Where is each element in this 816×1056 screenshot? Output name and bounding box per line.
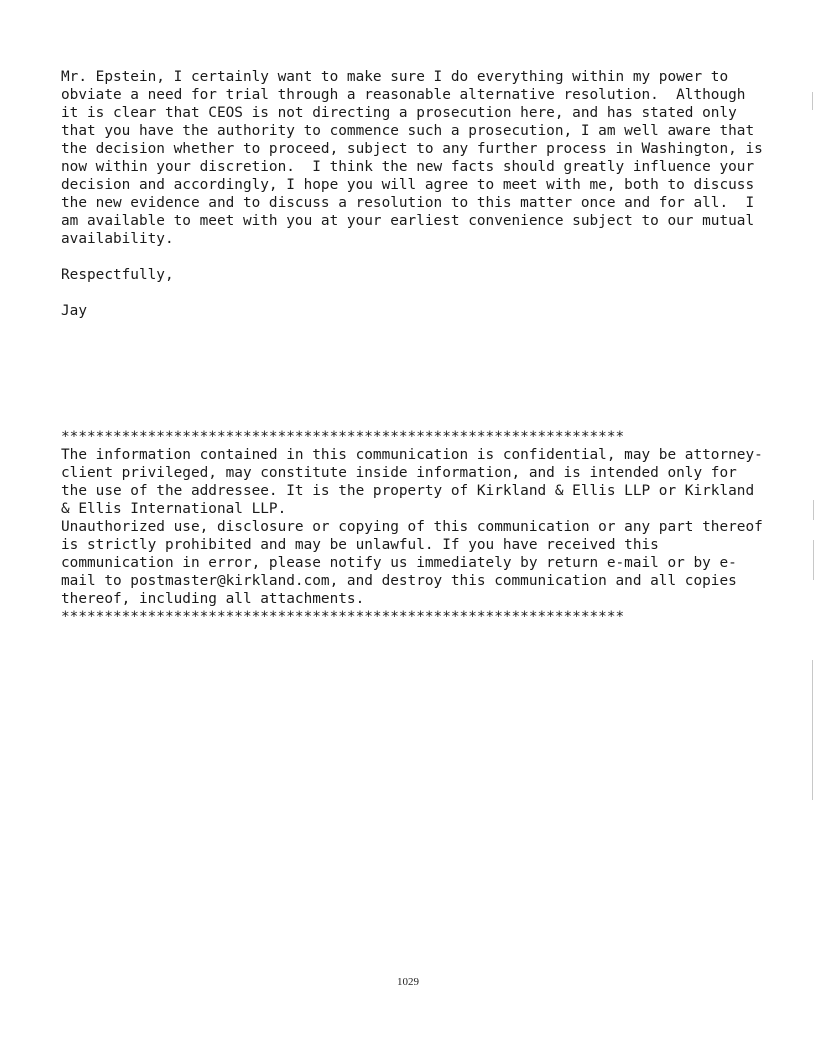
body-line: the decision whether to proceed, subject to any further process in Washington, is (61, 141, 763, 157)
disclaimer-line: client privileged, may constitute inside information, and is intended only for (61, 465, 737, 481)
disclaimer-line: is strictly prohibited and may be unlawful. If you have received this (61, 537, 659, 553)
scan-artifact (812, 92, 813, 110)
scan-artifact (813, 540, 814, 580)
body-line: now within your discretion. I think the new facts should greatly influence your (61, 159, 755, 175)
disclaimer-line: mail to postmaster@kirkland.com, and destroy this communication and all copies (61, 573, 737, 589)
scan-artifact (813, 500, 814, 520)
body-line: decision and accordingly, I hope you will agree to meet with me, both to discuss (61, 177, 755, 193)
scan-artifact (812, 660, 813, 800)
letter-closing (61, 266, 174, 284)
closing-text: Respectfully, (61, 267, 174, 283)
letter-body (61, 68, 763, 248)
body-line: obviate a need for trial through a reasonable alternative resolution. Although (61, 87, 746, 103)
confidentiality-disclaimer (61, 428, 763, 626)
body-line: availability. (61, 231, 174, 247)
disclaimer-separator-bottom: ***************************************************************** (61, 609, 625, 625)
disclaimer-line: The information contained in this communication is confidential, may be attorney- (61, 447, 763, 463)
disclaimer-line: communication in error, please notify us immediately by return e-mail or by e- (61, 555, 737, 571)
body-line: it is clear that CEOS is not directing a prosecution here, and has stated only (61, 105, 737, 121)
disclaimer-line: thereof, including all attachments. (61, 591, 365, 607)
page-number: 1029 (397, 976, 419, 988)
signature-name: Jay (61, 303, 87, 319)
letter-signature (61, 302, 87, 320)
disclaimer-separator-top: ***************************************************************** (61, 429, 625, 445)
body-line: the new evidence and to discuss a resolution to this matter once and for all. I (61, 195, 755, 211)
disclaimer-line: the use of the addressee. It is the property of Kirkland & Ellis LLP or Kirkland (61, 483, 755, 499)
disclaimer-line: Unauthorized use, disclosure or copying of this communication or any part thereof (61, 519, 763, 535)
body-line: am available to meet with you at your earliest convenience subject to our mutual (61, 213, 755, 229)
body-line: Mr. Epstein, I certainly want to make sure I do everything within my power to (61, 69, 729, 85)
disclaimer-line: & Ellis International LLP. (61, 501, 287, 517)
body-line: that you have the authority to commence such a prosecution, I am well aware that (61, 123, 755, 139)
